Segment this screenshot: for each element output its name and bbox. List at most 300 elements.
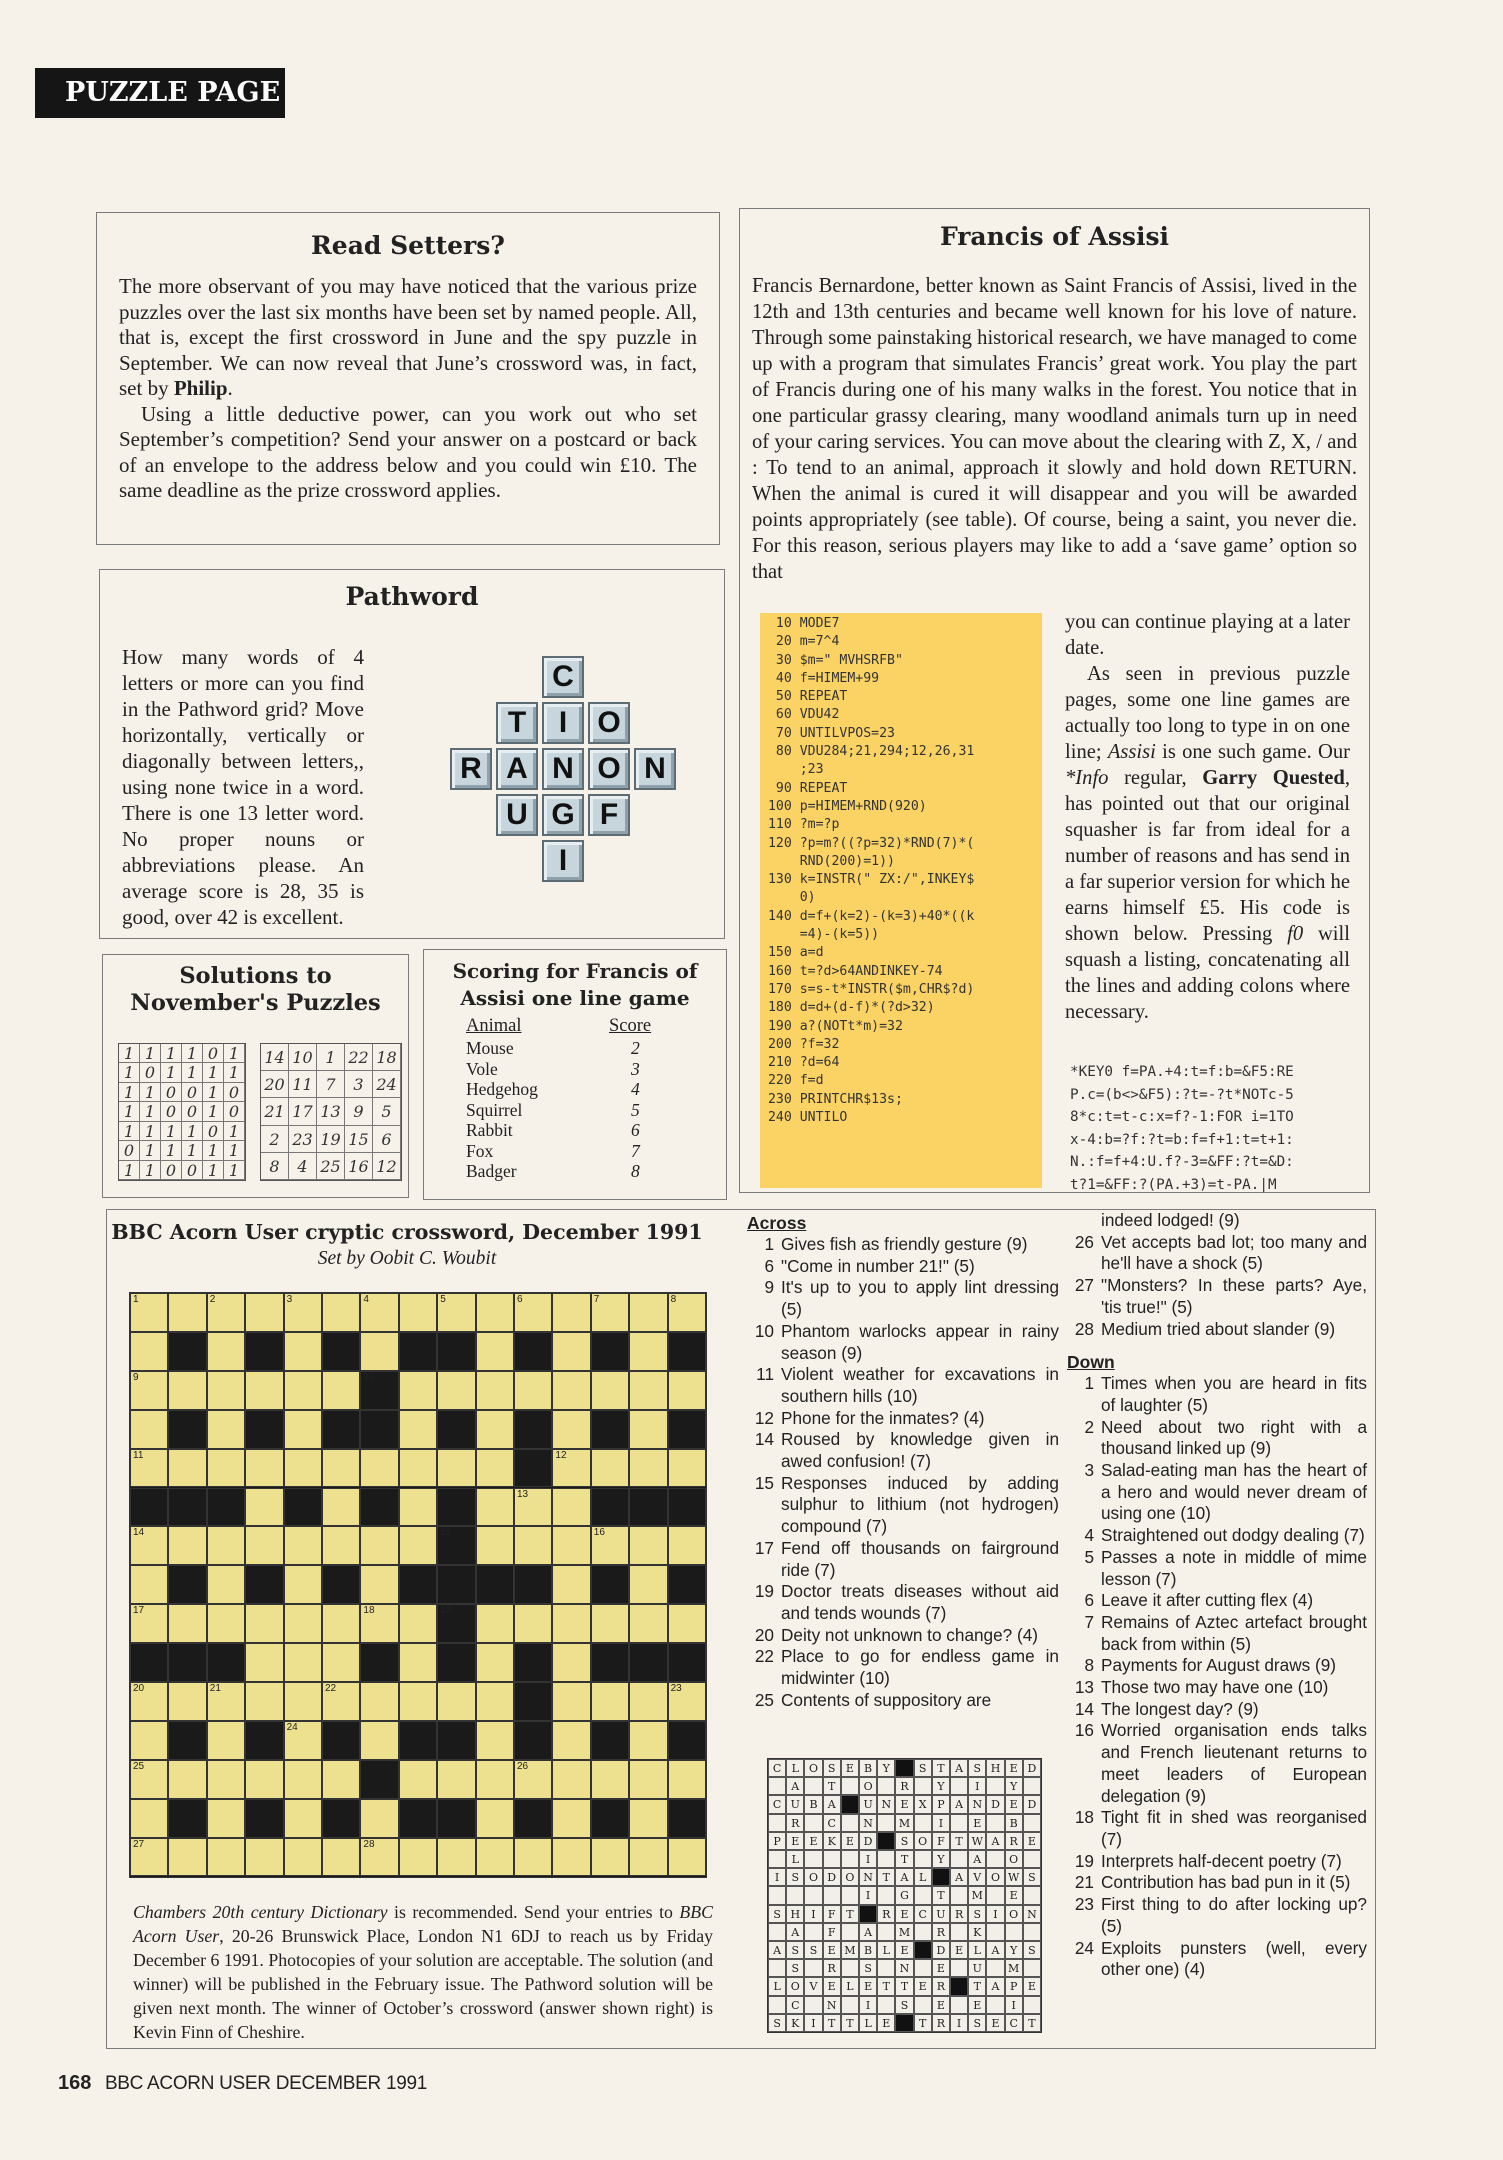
solution-cell: 10 xyxy=(289,1044,317,1071)
crossword-cell[interactable] xyxy=(399,1682,437,1721)
crossword-cell[interactable] xyxy=(284,1449,322,1488)
crossword-cell[interactable] xyxy=(629,1526,667,1565)
crossword-cell[interactable] xyxy=(552,1760,590,1799)
crossword-cell[interactable] xyxy=(476,1760,514,1799)
crossword-cell[interactable] xyxy=(552,1371,590,1410)
crossword-cell[interactable] xyxy=(130,1371,168,1410)
crossword-cell[interactable] xyxy=(360,1526,398,1565)
crossword-cell[interactable] xyxy=(591,1371,629,1410)
crossword-cell[interactable] xyxy=(399,1449,437,1488)
read-setters-box xyxy=(96,212,720,545)
crossword-cell[interactable] xyxy=(245,1760,283,1799)
answer-cell: E xyxy=(823,1977,841,1995)
crossword-cell[interactable] xyxy=(552,1565,590,1604)
crossword-cell[interactable] xyxy=(360,1799,398,1838)
crossword-cell[interactable] xyxy=(552,1799,590,1838)
crossword-cell[interactable] xyxy=(284,1410,322,1449)
crossword-cell[interactable] xyxy=(284,1682,322,1721)
crossword-cell[interactable] xyxy=(629,1721,667,1760)
clue xyxy=(747,1473,1059,1538)
crossword-cell[interactable] xyxy=(552,1488,590,1527)
clue xyxy=(1067,1655,1367,1677)
answer-cell xyxy=(841,1886,859,1904)
answer-cell: T xyxy=(914,2014,932,2032)
answer-cell: V xyxy=(804,1977,822,1995)
crossword-cell[interactable] xyxy=(629,1838,667,1877)
crossword-cell[interactable] xyxy=(284,1526,322,1565)
pathword-grid xyxy=(446,656,696,906)
crossword-cell[interactable] xyxy=(207,1293,245,1332)
crossword-block xyxy=(245,1565,283,1604)
key-code-listing xyxy=(1070,1061,1370,1196)
crossword-cell[interactable] xyxy=(207,1838,245,1877)
crossword-cell[interactable] xyxy=(130,1449,168,1488)
crossword-cell[interactable] xyxy=(207,1760,245,1799)
crossword-block xyxy=(399,1721,437,1760)
answer-cell: B xyxy=(859,1759,877,1777)
answer-cell xyxy=(950,1850,968,1868)
crossword-cell[interactable] xyxy=(130,1799,168,1838)
crossword-cell[interactable] xyxy=(245,1604,283,1643)
crossword-cell[interactable] xyxy=(130,1760,168,1799)
crossword-cell[interactable] xyxy=(130,1838,168,1877)
solution-cell: 1 xyxy=(140,1161,161,1180)
answer-cell xyxy=(877,1850,895,1868)
crossword-box xyxy=(106,1209,1376,2049)
crossword-cell[interactable] xyxy=(591,1293,629,1332)
crossword-cell[interactable] xyxy=(245,1682,283,1721)
clue-number: 8 xyxy=(670,1294,677,1305)
crossword-cell[interactable] xyxy=(245,1293,283,1332)
crossword-cell[interactable] xyxy=(130,1604,168,1643)
answer-cell xyxy=(841,1923,859,1941)
clue-num: 15 xyxy=(754,1472,774,1493)
answer-cell: S xyxy=(968,2014,986,2032)
crossword-cell[interactable] xyxy=(476,1410,514,1449)
crossword-cell[interactable] xyxy=(629,1682,667,1721)
crossword-block xyxy=(360,1410,398,1449)
clue-number: 3 xyxy=(286,1294,293,1305)
crossword-cell[interactable] xyxy=(591,1604,629,1643)
crossword-cell[interactable] xyxy=(437,1682,475,1721)
answer-cell: S xyxy=(914,1759,932,1777)
read-setters-para1: The more observant of you may have noticed that the various prize puzzles over the last six months have been set by named people. All, that is, except the first crossword in June and the spy puzzle in September. We can now reveal that June’s crossword was, in fact, set by Philip. xyxy=(119,274,697,400)
crossword-cell[interactable] xyxy=(629,1449,667,1488)
solution-cell: 14 xyxy=(261,1044,289,1071)
crossword-cell[interactable] xyxy=(322,1371,360,1410)
crossword-cell[interactable] xyxy=(130,1682,168,1721)
crossword-cell[interactable] xyxy=(130,1526,168,1565)
code-listing xyxy=(760,613,1042,1188)
crossword-cell[interactable] xyxy=(207,1526,245,1565)
clue-text: Tight fit in shed was reorganised (7) xyxy=(1101,1807,1367,1849)
crossword-cell[interactable] xyxy=(284,1760,322,1799)
clue-number: 23 xyxy=(670,1683,682,1694)
crossword-setter: Set by Oobit C. Woubit xyxy=(317,1248,497,1269)
answer-cell: S xyxy=(968,1759,986,1777)
crossword-cell[interactable] xyxy=(245,1371,283,1410)
crossword-cell[interactable] xyxy=(284,1604,322,1643)
crossword-cell[interactable] xyxy=(668,1293,706,1332)
clue xyxy=(747,1256,1059,1278)
crossword-cell[interactable] xyxy=(284,1565,322,1604)
answer-cell: T xyxy=(877,1977,895,1995)
crossword-block xyxy=(360,1643,398,1682)
crossword-cell[interactable] xyxy=(284,1721,322,1760)
crossword-cell[interactable] xyxy=(552,1293,590,1332)
code-line: 60 VDU42 xyxy=(760,707,840,723)
crossword-cell[interactable] xyxy=(168,1526,206,1565)
answer-cell: E xyxy=(932,1959,950,1977)
crossword-cell[interactable] xyxy=(130,1721,168,1760)
crossword-cell[interactable] xyxy=(360,1332,398,1371)
crossword-block xyxy=(514,1565,552,1604)
crossword-cell[interactable] xyxy=(322,1682,360,1721)
answer-cell: U xyxy=(932,1905,950,1923)
crossword-cell[interactable] xyxy=(360,1604,398,1643)
crossword-cell[interactable] xyxy=(629,1799,667,1838)
crossword-cell[interactable] xyxy=(629,1332,667,1371)
solution-cell: 19 xyxy=(317,1126,345,1153)
crossword-cell[interactable] xyxy=(360,1449,398,1488)
crossword-cell[interactable] xyxy=(514,1838,552,1877)
answer-cell: R xyxy=(877,1905,895,1923)
crossword-cell[interactable] xyxy=(437,1293,475,1332)
answer-cell: F xyxy=(932,1832,950,1850)
crossword-cell[interactable] xyxy=(207,1565,245,1604)
solution-cell: 0 xyxy=(182,1161,203,1180)
crossword-cell[interactable] xyxy=(360,1293,398,1332)
crossword-cell[interactable] xyxy=(168,1838,206,1877)
answer-cell: A xyxy=(986,1941,1004,1959)
clue-text: "Monsters? In these parts? Aye, 'tis true!" (5) xyxy=(1101,1275,1367,1317)
crossword-cell[interactable] xyxy=(552,1604,590,1643)
solution-cell: 1 xyxy=(224,1141,245,1160)
answer-cell: S xyxy=(895,1996,913,2014)
answer-cell: S xyxy=(895,1832,913,1850)
clue xyxy=(1067,1275,1367,1318)
crossword-cell[interactable] xyxy=(476,1449,514,1488)
crossword-cell[interactable] xyxy=(399,1488,437,1527)
crossword-cell[interactable] xyxy=(668,1371,706,1410)
crossword-cell[interactable] xyxy=(629,1565,667,1604)
answer-cell: L xyxy=(859,2014,877,2032)
crossword-cell[interactable] xyxy=(168,1293,206,1332)
code-line: 100 p=HIMEM+RND(920) xyxy=(760,798,927,814)
answer-cell: F xyxy=(823,1923,841,1941)
clue xyxy=(1067,1807,1367,1850)
crossword-cell[interactable] xyxy=(245,1449,283,1488)
crossword-cell[interactable] xyxy=(399,1643,437,1682)
crossword-cell[interactable] xyxy=(284,1293,322,1332)
answer-cell: E xyxy=(986,2014,1004,2032)
crossword-cell[interactable] xyxy=(591,1449,629,1488)
crossword-cell[interactable] xyxy=(207,1721,245,1760)
clue-num: 19 xyxy=(754,1581,774,1602)
solution-cell: 0 xyxy=(224,1102,245,1121)
crossword-block xyxy=(168,1799,206,1838)
scoring-col-animal: Animal xyxy=(466,1016,522,1036)
crossword-cell[interactable] xyxy=(245,1643,283,1682)
crossword-cell[interactable] xyxy=(322,1604,360,1643)
crossword-cell[interactable] xyxy=(168,1760,206,1799)
crossword-cell[interactable] xyxy=(399,1410,437,1449)
crossword-cell[interactable] xyxy=(476,1721,514,1760)
crossword-cell[interactable] xyxy=(245,1838,283,1877)
answer-cell: N xyxy=(968,1795,986,1813)
pathword-tile: U xyxy=(496,794,538,836)
crossword-cell[interactable] xyxy=(207,1799,245,1838)
crossword-cell[interactable] xyxy=(476,1643,514,1682)
answer-cell xyxy=(877,1814,895,1832)
code-line: 190 a?(NOTt*m)=32 xyxy=(760,1018,903,1034)
crossword-cell[interactable] xyxy=(476,1526,514,1565)
answer-cell: I xyxy=(950,2014,968,2032)
crossword-cell[interactable] xyxy=(322,1643,360,1682)
answer-block xyxy=(895,1759,913,1777)
crossword-cell[interactable] xyxy=(322,1760,360,1799)
key-code-line: 8*c:t=t-c:x=f?-1:FOR i=1TO xyxy=(1070,1109,1294,1125)
crossword-cell[interactable] xyxy=(476,1332,514,1371)
crossword-cell[interactable] xyxy=(514,1488,552,1527)
crossword-cell[interactable] xyxy=(552,1643,590,1682)
crossword-cell[interactable] xyxy=(399,1838,437,1877)
solution-cell: 0 xyxy=(224,1083,245,1102)
crossword-block xyxy=(437,1526,475,1565)
solution-cell: 0 xyxy=(182,1102,203,1121)
code-line: 10 MODE7 xyxy=(760,616,840,631)
crossword-cell[interactable] xyxy=(360,1838,398,1877)
clue-text: "Come in number 21!" (5) xyxy=(781,1255,975,1276)
crossword-cell[interactable] xyxy=(207,1332,245,1371)
crossword-cell[interactable] xyxy=(476,1488,514,1527)
answer-cell: S xyxy=(804,1941,822,1959)
solution-cell: 1 xyxy=(182,1141,203,1160)
crossword-cell[interactable] xyxy=(399,1526,437,1565)
crossword-cell[interactable] xyxy=(168,1449,206,1488)
clue xyxy=(747,1321,1059,1364)
crossword-cell[interactable] xyxy=(284,1838,322,1877)
crossword-cell[interactable] xyxy=(668,1838,706,1877)
clue-text: Contents of suppository are xyxy=(781,1689,992,1710)
scoring-score: 4 xyxy=(631,1079,640,1099)
crossword-cell[interactable] xyxy=(629,1293,667,1332)
crossword-cell[interactable] xyxy=(629,1604,667,1643)
crossword-cell[interactable] xyxy=(322,1293,360,1332)
crossword-cell[interactable] xyxy=(207,1604,245,1643)
crossword-block xyxy=(322,1565,360,1604)
answer-cell xyxy=(1023,1814,1041,1832)
crossword-cell[interactable] xyxy=(130,1565,168,1604)
crossword-block xyxy=(514,1643,552,1682)
crossword-cell[interactable] xyxy=(284,1799,322,1838)
clue-text: Straightened out dodgy dealing (7) xyxy=(1101,1525,1365,1546)
answer-cell: E xyxy=(895,1941,913,1959)
solution-grid-binary xyxy=(118,1043,246,1181)
crossword-cell[interactable] xyxy=(245,1526,283,1565)
crossword-cell[interactable] xyxy=(245,1488,283,1527)
crossword-cell[interactable] xyxy=(476,1682,514,1721)
crossword-block xyxy=(399,1565,437,1604)
answer-cell: A xyxy=(950,1868,968,1886)
clue-text: Exploits punsters (well, every other one) (4) xyxy=(1101,1937,1367,1980)
crossword-cell[interactable] xyxy=(476,1838,514,1877)
crossword-cell[interactable] xyxy=(437,1838,475,1877)
answer-cell xyxy=(986,1923,1004,1941)
answer-cell: I xyxy=(986,1905,1004,1923)
crossword-cell[interactable] xyxy=(360,1721,398,1760)
crossword-cell[interactable] xyxy=(399,1760,437,1799)
crossword-cell[interactable] xyxy=(629,1760,667,1799)
answer-cell: S xyxy=(768,2014,786,2032)
crossword-cell[interactable] xyxy=(476,1371,514,1410)
answer-cell: R xyxy=(932,1923,950,1941)
crossword-cell[interactable] xyxy=(514,1526,552,1565)
code-line: 230 PRINTCHR$13s; xyxy=(760,1091,903,1107)
clue-number: 15 xyxy=(440,1527,452,1539)
clue-num: 6 xyxy=(764,1255,774,1276)
clue-text: Fend off thousands on fairground ride (7) xyxy=(781,1537,1059,1580)
clue-number: 28 xyxy=(363,1838,375,1850)
crossword-block xyxy=(360,1488,398,1527)
crossword-cell[interactable] xyxy=(399,1371,437,1410)
scoring-animal: Squirrel xyxy=(466,1099,523,1120)
crossword-cell[interactable] xyxy=(591,1838,629,1877)
crossword-cell[interactable] xyxy=(591,1682,629,1721)
crossword-cell[interactable] xyxy=(514,1293,552,1332)
crossword-cell[interactable] xyxy=(284,1332,322,1371)
clue-text: Roused by knowledge given in awed confusion! (7) xyxy=(781,1429,1059,1472)
crossword-cell[interactable] xyxy=(668,1604,706,1643)
answer-cell: L xyxy=(877,1941,895,1959)
code-line: 90 REPEAT xyxy=(760,780,848,796)
code-line: 70 UNTILVPOS=23 xyxy=(760,725,895,741)
crossword-cell[interactable] xyxy=(130,1293,168,1332)
answer-cell: R xyxy=(932,1977,950,1995)
crossword-cell[interactable] xyxy=(552,1838,590,1877)
crossword-cell[interactable] xyxy=(360,1682,398,1721)
crossword-cell[interactable] xyxy=(322,1838,360,1877)
crossword-cell[interactable] xyxy=(552,1526,590,1565)
crossword-cell[interactable] xyxy=(514,1760,552,1799)
answer-cell: A xyxy=(986,1977,1004,1995)
solution-cell: 1 xyxy=(140,1044,161,1063)
clue xyxy=(1067,1460,1367,1525)
crossword-cell[interactable] xyxy=(552,1682,590,1721)
crossword-cell[interactable] xyxy=(437,1760,475,1799)
code-line: 210 ?d=64 xyxy=(760,1055,840,1071)
crossword-cell[interactable] xyxy=(552,1721,590,1760)
crossword-cell[interactable] xyxy=(591,1526,629,1565)
solution-cell: 0 xyxy=(161,1102,182,1121)
scoring-animal: Badger xyxy=(466,1161,517,1181)
crossword-cell[interactable] xyxy=(399,1293,437,1332)
solution-cell: 0 xyxy=(119,1141,140,1160)
crossword-block xyxy=(360,1371,398,1410)
crossword-cell[interactable] xyxy=(284,1371,322,1410)
crossword-cell[interactable] xyxy=(629,1410,667,1449)
solution-cell: 17 xyxy=(289,1098,317,1125)
crossword-cell[interactable] xyxy=(207,1682,245,1721)
code-line: 20 m=7^4 xyxy=(760,634,840,650)
answer-cell: Y xyxy=(932,1850,950,1868)
crossword-cell[interactable] xyxy=(284,1643,322,1682)
francis-box xyxy=(739,208,1370,1193)
crossword-block xyxy=(322,1799,360,1838)
crossword-cell[interactable] xyxy=(437,1449,475,1488)
clue-num: 24 xyxy=(1074,1937,1094,1958)
crossword-cell[interactable] xyxy=(168,1604,206,1643)
crossword-cell[interactable] xyxy=(514,1604,552,1643)
crossword-cell[interactable] xyxy=(514,1371,552,1410)
solution-cell: 1 xyxy=(182,1044,203,1063)
crossword-cell[interactable] xyxy=(322,1449,360,1488)
solution-cell: 25 xyxy=(317,1153,345,1180)
crossword-cell[interactable] xyxy=(399,1604,437,1643)
crossword-cell[interactable] xyxy=(168,1371,206,1410)
solutions-title: Solutions to November's Puzzles xyxy=(130,963,381,1016)
crossword-cell[interactable] xyxy=(168,1682,206,1721)
clue-text: Worried organisation ends talks and French lieutenant returns to meet leaders of European delegation (9) xyxy=(1101,1720,1367,1806)
crossword-cell[interactable] xyxy=(552,1410,590,1449)
answer-cell: U xyxy=(859,1795,877,1813)
answer-cell: S xyxy=(1023,1941,1041,1959)
crossword-block xyxy=(207,1488,245,1527)
clue-num: 3 xyxy=(1084,1460,1094,1481)
clue-num: 5 xyxy=(1084,1546,1094,1567)
solution-cell: 23 xyxy=(289,1126,317,1153)
crossword-cell[interactable] xyxy=(207,1410,245,1449)
clue xyxy=(747,1581,1059,1624)
crossword-cell[interactable] xyxy=(476,1293,514,1332)
crossword-cell[interactable] xyxy=(552,1449,590,1488)
answer-cell: Y xyxy=(932,1777,950,1795)
clue-num: 1 xyxy=(1084,1373,1094,1394)
crossword-block xyxy=(245,1799,283,1838)
crossword-cell[interactable] xyxy=(629,1371,667,1410)
crossword-cell[interactable] xyxy=(130,1332,168,1371)
answer-cell: C xyxy=(786,1996,804,2014)
crossword-cell[interactable] xyxy=(668,1526,706,1565)
answer-cell: D xyxy=(986,1795,1004,1813)
crossword-cell[interactable] xyxy=(668,1682,706,1721)
crossword-cell[interactable] xyxy=(552,1332,590,1371)
answer-cell: A xyxy=(950,1759,968,1777)
scoring-score: 5 xyxy=(631,1099,640,1120)
answer-cell: T xyxy=(950,1832,968,1850)
crossword-cell[interactable] xyxy=(360,1565,398,1604)
crossword-cell[interactable] xyxy=(207,1371,245,1410)
crossword-cell[interactable] xyxy=(322,1488,360,1527)
crossword-cell[interactable] xyxy=(591,1760,629,1799)
crossword-cell[interactable] xyxy=(476,1799,514,1838)
clue xyxy=(1067,1720,1367,1807)
crossword-block xyxy=(668,1488,706,1527)
answer-block xyxy=(877,1832,895,1850)
crossword-cell[interactable] xyxy=(322,1526,360,1565)
crossword-cell[interactable] xyxy=(668,1449,706,1488)
answer-cell xyxy=(768,1923,786,1941)
crossword-cell[interactable] xyxy=(437,1371,475,1410)
answer-cell: O xyxy=(986,1868,1004,1886)
crossword-cell[interactable] xyxy=(130,1410,168,1449)
scoring-score: 3 xyxy=(631,1058,640,1079)
answer-cell: C xyxy=(914,1905,932,1923)
crossword-cell[interactable] xyxy=(668,1760,706,1799)
crossword-cell[interactable] xyxy=(207,1449,245,1488)
clue-num: 9 xyxy=(764,1277,774,1298)
crossword-cell[interactable] xyxy=(476,1604,514,1643)
